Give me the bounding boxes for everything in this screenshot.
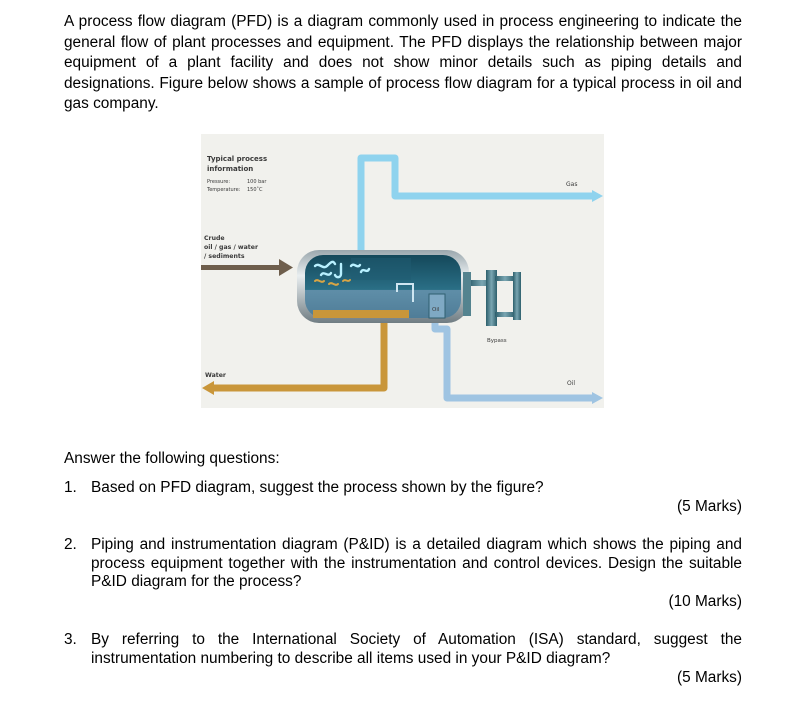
temperature-value: 150˚C	[247, 187, 263, 193]
question-1-text: Based on PFD diagram, suggest the process shown by the figure?	[91, 479, 544, 496]
question-3-number: 3.	[64, 631, 77, 648]
question-2-marks: (10 Marks)	[668, 593, 742, 610]
oil-outlet-label: Oil	[567, 380, 576, 387]
intro-paragraph: A process flow diagram (PFD) is a diagram commonly used in process engineering to indicate the general flow of plant processes and equipment. The PFD displays the relationship between major equipment of a plant facility and does not show minor details such as piping details and designations. Figure below shows a sample of process flow diagram for a typical process in oil and gas company.	[64, 13, 742, 112]
crude-label-line-1: Crude	[204, 235, 225, 242]
bypass-label: Bypass	[487, 338, 507, 344]
question-1-marks: (5 Marks)	[677, 498, 742, 515]
info-title-line-2: information	[207, 165, 254, 173]
crude-label-line-2: oil / gas / water	[204, 244, 259, 251]
question-3-text: By referring to the International Society of Automation (ISA) standard, suggest the instrumentation numbering to describe all items used in your P&ID diagram?	[91, 631, 742, 667]
question-2-text: Piping and instrumentation diagram (P&ID) is a detailed diagram which shows the piping and process equipment together with the instrumentation and control devices. Design the suitable P&ID diagram for the process?	[91, 536, 742, 590]
info-title-line-1: Typical process	[207, 155, 268, 163]
pressure-value: 100 bar	[247, 179, 267, 185]
separator-vessel	[297, 250, 469, 323]
water-label: Water	[205, 372, 226, 379]
question-3	[64, 631, 742, 668]
answer-heading: Answer the following questions:	[64, 450, 280, 467]
temperature-label: Temperature:	[207, 187, 241, 193]
question-1	[64, 479, 742, 498]
question-3-marks: (5 Marks)	[677, 669, 742, 686]
process-flow-diagram	[201, 134, 604, 408]
crude-label-line-3: / sediments	[204, 253, 245, 260]
question-1-number: 1.	[64, 479, 77, 496]
gas-label: Gas	[566, 181, 578, 188]
pressure-label: Pressure:	[207, 179, 231, 185]
question-2-number: 2.	[64, 536, 77, 553]
question-2	[64, 536, 742, 592]
vessel-oil-label: Oil	[432, 307, 440, 313]
